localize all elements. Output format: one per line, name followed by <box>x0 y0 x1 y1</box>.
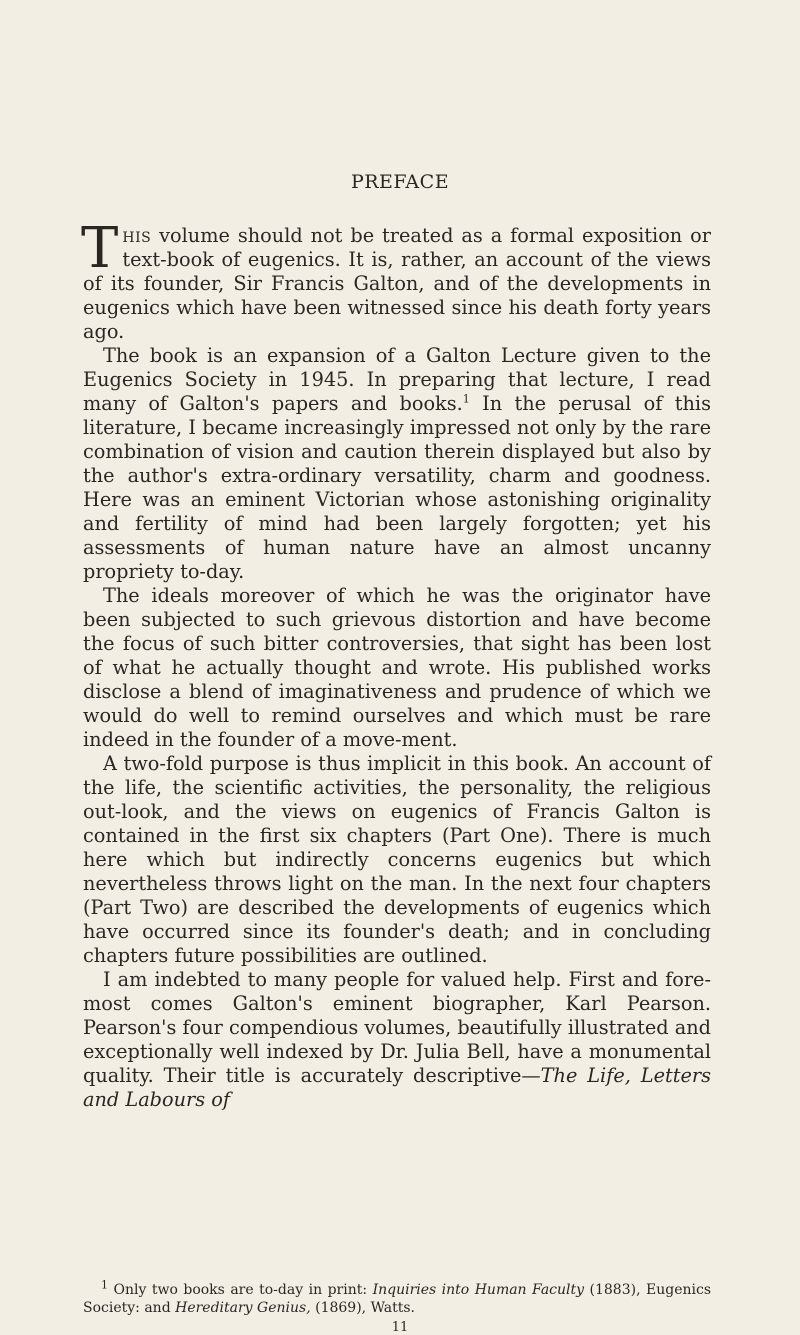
footnote-text-2: (1883), Eugenics Society: and <box>83 1282 712 1316</box>
body-text <box>81 216 711 1112</box>
book-title-italic: The Life, Letters and Labours of <box>83 1064 711 1111</box>
footnote-text-3: (1869), Watts. <box>310 1300 415 1316</box>
paragraph-1-text: volume should not be treated as a formal exposition or text-book of eugenics. It is, rather, an account of the views of its founder, Sir Francis Galton, and of the developments in eugenics which have been witnessed since his death forty years ago. <box>83 224 711 343</box>
page-title: PREFACE <box>350 171 450 193</box>
paragraph-4: A two-fold purpose is thus implicit in this book. An account of the life, the scientific activities, the personality, the religious out-look, and the views on eugenics of Francis Galton is contained in the first six chapters (Part One). There is much here which but indirectly concerns eugenics but which nevertheless throws light on the man. In the next four chapters (Part Two) are described the developments of eugenics which have occurred since its founder's death; and in concluding chapters future possibilities are outlined. <box>83 752 711 967</box>
paragraph-5 <box>83 968 711 1112</box>
footnote-mark: 1 <box>101 1278 108 1292</box>
drop-cap: T <box>81 216 119 281</box>
page-number: 11 <box>391 1320 409 1335</box>
footnote-reference[interactable]: 1 <box>462 392 470 406</box>
paragraph-1 <box>81 216 711 344</box>
footnotes <box>83 1278 712 1317</box>
lead-word: his <box>122 224 152 247</box>
paragraph-5-text: I am indebted to many people for valued help. First and fore-most comes Galton's eminent biographer, Karl Pearson. Pearson's four compendious volumes, beautifully illustrated and exceptionally well indexed by Dr. Julia Bell, have a monumental quality. Their title is accurately descriptive— <box>83 968 711 1087</box>
paragraph-3: The ideals moreover of which he was the originator have been subjected to such grievous distortion and have become the focus of such bitter controversies, that sight has been lost of what he actually thought and wrote. His published works disclose a blend of imaginativeness and prudence of which we would do well to remind ourselves and which must be rare indeed in the founder of a move-ment. <box>83 584 711 751</box>
paragraph-2 <box>83 344 711 584</box>
paragraph-2-text-a: The book is an expansion of a Galton Lecture given to the Eugenics Society in 1945. In preparing that lecture, I read many of Galton's papers and books. <box>83 344 711 415</box>
footnote-title-1: Inquiries into Human Faculty <box>372 1282 585 1298</box>
footnote-text-1: Only two books are to-day in print: <box>108 1282 373 1298</box>
paragraph-2-text-b: In the perusal of this literature, I became increasingly impressed not only by the rare combination of vision and caution therein displayed but also by the author's extra-ordinary versatility, charm and goodness. Here was an eminent Victorian whose astonishing originality and fertility of mind had been largely forgotten; yet his assessments of human nature have an almost uncanny propriety to-day. <box>83 392 711 583</box>
footnote-1 <box>83 1278 712 1317</box>
footnote-title-2: Hereditary Genius, <box>175 1300 311 1316</box>
